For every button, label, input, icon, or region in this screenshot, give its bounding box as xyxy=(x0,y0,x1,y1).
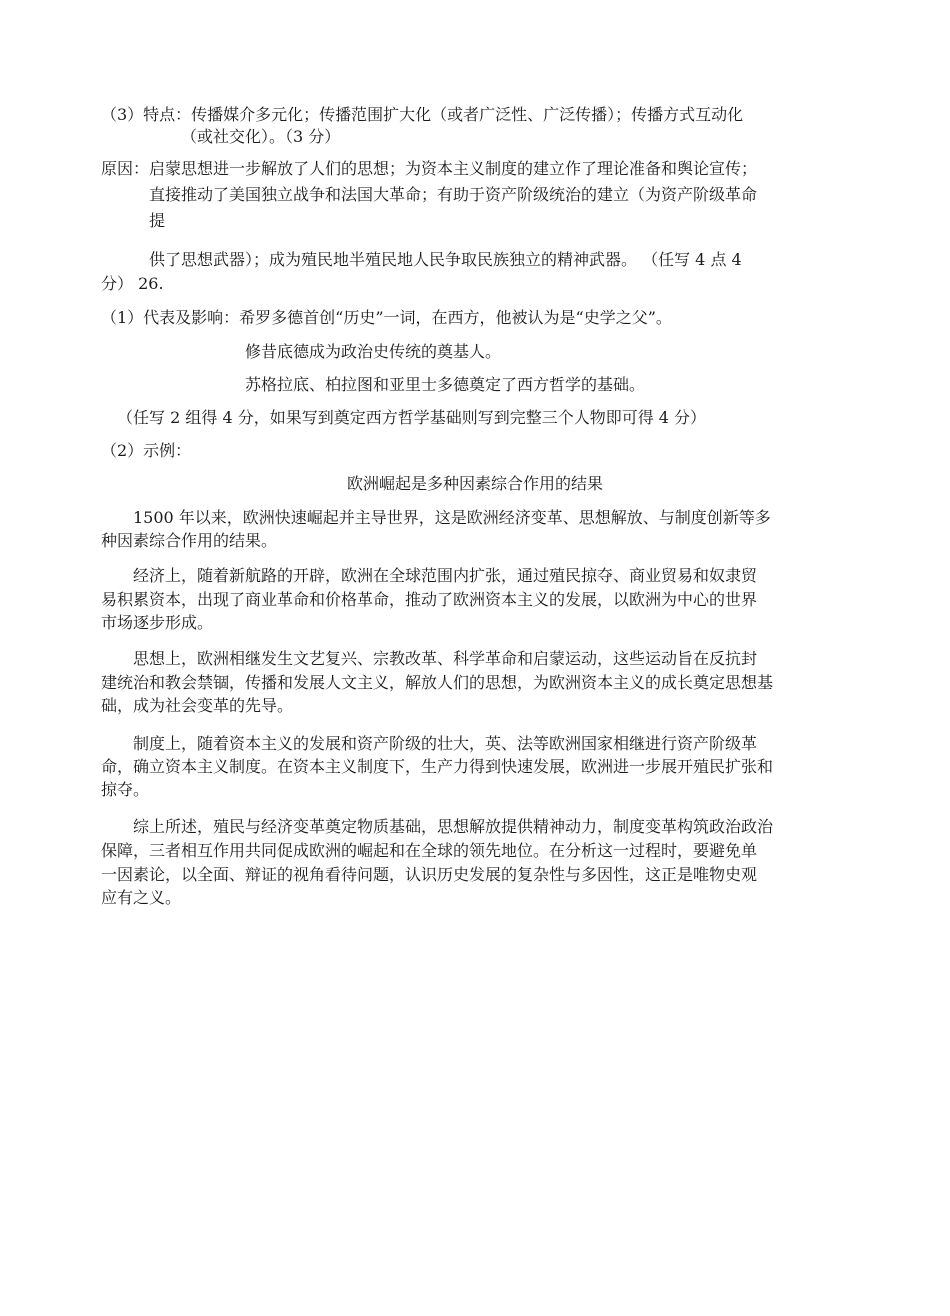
essay-p4-line2: 命，确立资本主义制度。在资本主义制度下，生产力得到快速发展，欧洲进一步展开殖民扩张和 xyxy=(101,757,774,776)
essay-p5-line1: 综上所述，殖民与经济变革奠定物质基础，思想解放提供精神动力，制度变革构筑政治政治 xyxy=(133,817,774,836)
essay-p2-line3: 市场逐步形成。 xyxy=(101,613,214,632)
essay-p5-line3: 一因素论，以全面、辩证的视角看待问题，认识历史发展的复杂性与多因性，这正是唯物史观 xyxy=(101,865,758,884)
essay-p5-line2: 保障，三者相互作用共同促成欧洲的崛起和在全球的领先地位。在分析这一过程时，要避免单 xyxy=(101,841,758,860)
essay-p4-line3: 掠夺。 xyxy=(101,780,150,799)
q26-part1-line3: 苏格拉底、柏拉图和亚里士多德奠定了西方哲学的基础。 xyxy=(245,375,646,394)
section3-line2: （或社交化）。（3 分） xyxy=(181,127,341,146)
reason-line4: 供了思想武器）；成为殖民地半殖民地人民争取民族独立的精神武器。 （任写 4 点 4 xyxy=(149,250,742,269)
section3-line1: （3）特点：传播媒介多元化；传播范围扩大化（或者广泛性、广泛传播）；传播方式互动化 xyxy=(101,105,744,124)
q26-part1-note: （任写 2 组得 4 分，如果写到奠定西方哲学基础则写到完整三个人物即可得 4 分） xyxy=(117,408,707,427)
essay-p4-line1: 制度上，随着资本主义的发展和资产阶级的壮大，英、法等欧洲国家相继进行资产阶级革 xyxy=(133,734,758,753)
essay-title: 欧洲崛起是多种因素综合作用的结果 xyxy=(346,474,603,493)
essay-p3-line2: 建统治和教会禁锢，传播和发展人文主义，解放人们的思想，为欧洲资本主义的成长奠定思想基 xyxy=(101,673,774,692)
essay-p1-line1: 1500 年以来，欧洲快速崛起并主导世界，这是欧洲经济变革、思想解放、与制度创新等多 xyxy=(133,508,771,527)
essay-p1-line2: 种因素综合作用的结果。 xyxy=(101,531,278,550)
reason-line3: 提 xyxy=(149,211,166,230)
reason-line2: 直接推动了美国独立战争和法国大革命；有助于资产阶级统治的建立（为资产阶级革命 xyxy=(149,185,758,204)
q26-part2-label: （2）示例： xyxy=(101,441,192,460)
q26-part1-line1: （1）代表及影响：希罗多德首创“历史”一词，在西方，他被认为是“史学之父”。 xyxy=(101,308,672,327)
q26-part1-line2: 修昔底德成为政治史传统的奠基人。 xyxy=(245,342,502,361)
essay-p5-line4: 应有之义。 xyxy=(101,888,182,907)
reason-line1: 原因：启蒙思想进一步解放了人们的思想；为资本主义制度的建立作了理论准备和舆论宣传； xyxy=(101,159,758,178)
essay-p2-line1: 经济上，随着新航路的开辟，欧洲在全球范围内扩张，通过殖民掠夺、商业贸易和奴隶贸 xyxy=(133,566,758,585)
essay-p2-line2: 易积累资本，出现了商业革命和价格革命，推动了欧洲资本主义的发展，以欧洲为中心的世界 xyxy=(101,590,758,609)
essay-p3-line3: 础，成为社会变革的先导。 xyxy=(101,696,294,715)
essay-p3-line1: 思想上，欧洲相继发生文艺复兴、宗教改革、科学革命和启蒙运动，这些运动旨在反抗封 xyxy=(133,649,758,668)
reason-line5: 分） 26. xyxy=(101,274,164,293)
